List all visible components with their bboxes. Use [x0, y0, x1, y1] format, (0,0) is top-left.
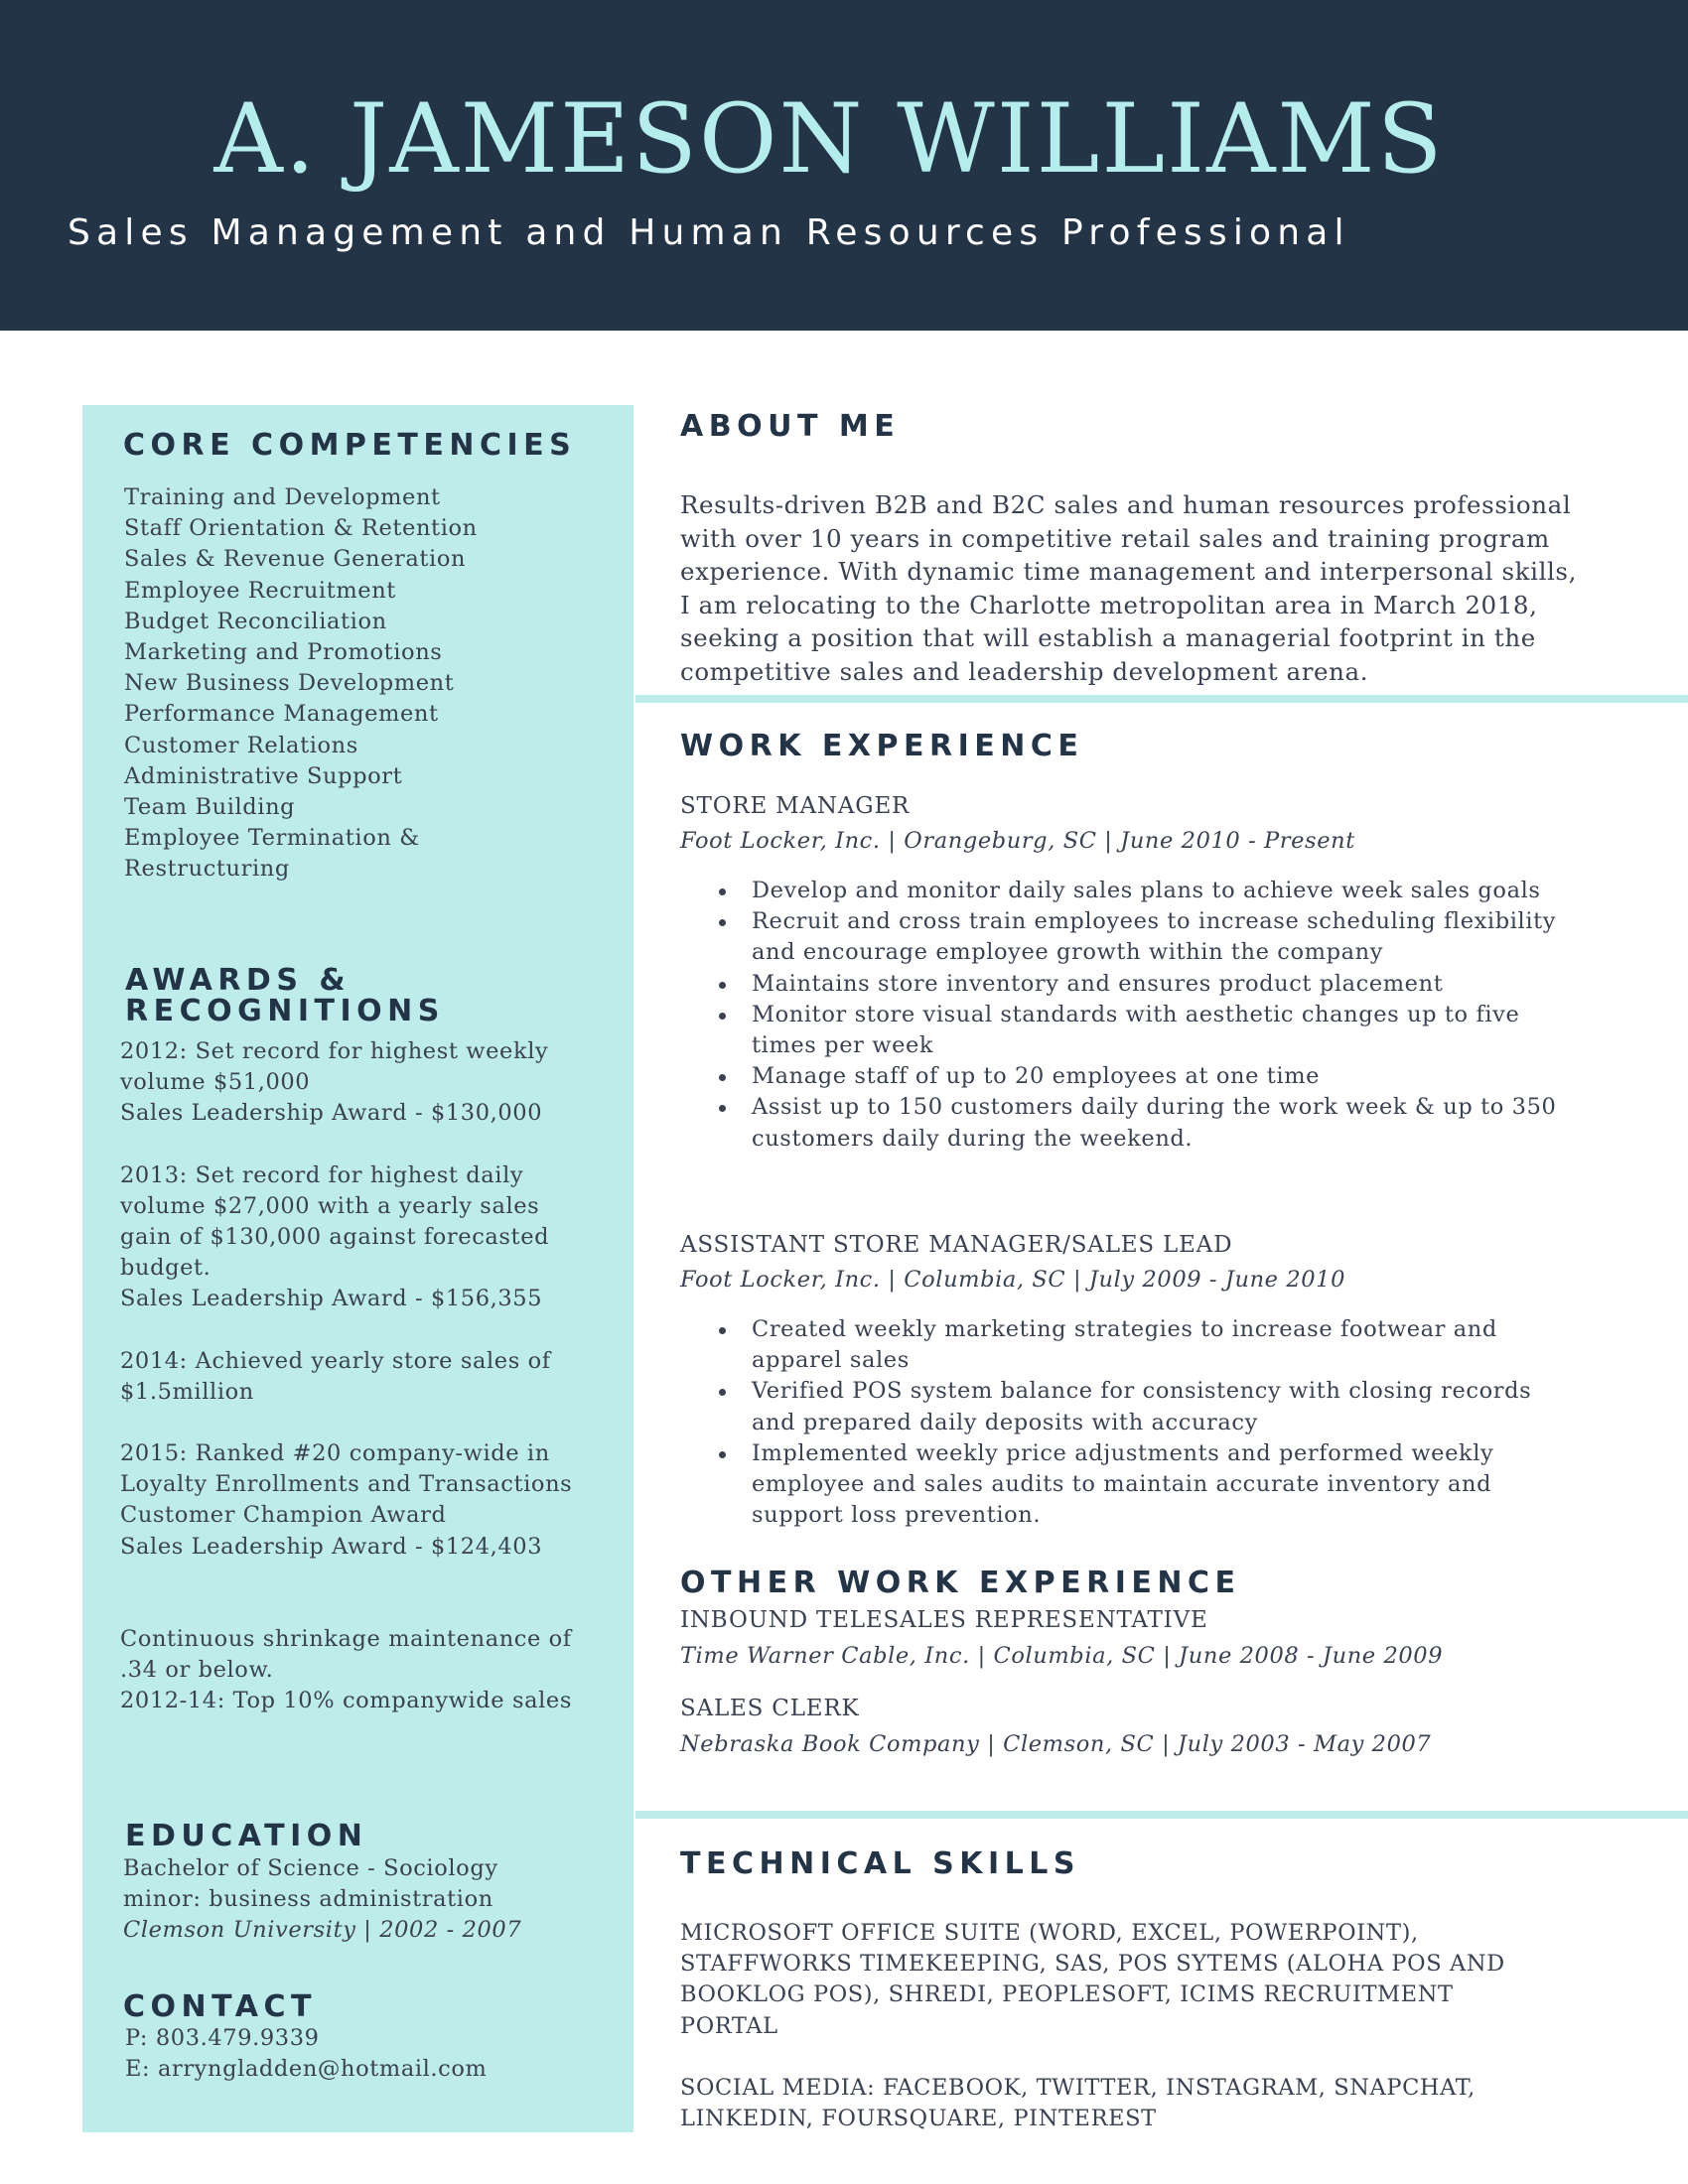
list-item: Manage staff of up to 20 employees at one time	[717, 1061, 1581, 1092]
education-block	[123, 1853, 521, 1947]
about-line: experience. With dynamic time management and interpersonal skills,	[680, 557, 1577, 586]
other-job1-meta: Time Warner Cable, Inc. | Columbia, SC | June 2008 - June 2009	[680, 1643, 1444, 1669]
skills-line: BOOKLOG POS), SHREDI, PEOPLESOFT, ICIMS RECRUITMENT	[680, 1981, 1454, 2008]
other-job1-title: INBOUND TELESALES REPRESENTATIVE	[680, 1607, 1208, 1633]
other-job2-meta: Nebraska Book Company | Clemson, SC | July 2003 - May 2007	[680, 1731, 1432, 1757]
skills-line: STAFFWORKS TIMEKEEPING, SAS, POS SYTEMS (ALOHA POS AND	[680, 1951, 1505, 1978]
award-line: budget.	[120, 1255, 211, 1282]
work-experience-heading: WORK EXPERIENCE	[680, 729, 1084, 763]
awards-heading-line2: RECOGNITIONS	[125, 994, 445, 1028]
award-line: 2015: Ranked #20 company-wide in	[120, 1440, 550, 1467]
social-media-line: SOCIAL MEDIA: FACEBOOK, TWITTER, INSTAGRAM, SNAPCHAT,	[680, 2074, 1476, 2101]
competency-item: New Business Development	[124, 670, 455, 697]
award-line: Sales Leadership Award - $124,403	[120, 1533, 543, 1560]
award-line: Sales Leadership Award - $156,355	[120, 1286, 543, 1312]
contact-phone: P: 803.479.9339	[125, 2025, 320, 2051]
competency-item: Staff Orientation & Retention	[124, 515, 478, 542]
job2-meta: Foot Locker, Inc. | Columbia, SC | July 2009 - June 2010	[680, 1267, 1345, 1293]
award-line: 2013: Set record for highest daily	[120, 1161, 524, 1188]
about-line: with over 10 years in competitive retail sales and training program	[680, 523, 1550, 553]
award-line: Continuous shrinkage maintenance of	[120, 1625, 572, 1652]
list-item: Maintains store inventory and ensures product placement	[717, 969, 1581, 1000]
core-competencies-heading: CORE COMPETENCIES	[123, 428, 577, 463]
award-2013	[120, 1160, 632, 1315]
core-competencies-list	[124, 482, 478, 886]
award-line: $1.5million	[120, 1378, 254, 1405]
award-line: Sales Leadership Award - $130,000	[120, 1100, 543, 1127]
technical-skills-text	[680, 1918, 1505, 2134]
award-extra	[120, 1624, 632, 1717]
award-line: Loyalty Enrollments and Transactions	[120, 1471, 573, 1498]
contact-block	[125, 2023, 487, 2085]
about-text	[680, 488, 1673, 688]
technical-skills-heading: TECHNICAL SKILLS	[680, 1846, 1080, 1881]
section-divider	[635, 1811, 1688, 1819]
award-line: volume $51,000	[120, 1069, 311, 1096]
competency-item: Budget Reconciliation	[124, 608, 387, 634]
list-item: Recruit and cross train employees to increase scheduling flexibility and encourage employee growth within the company	[717, 906, 1581, 968]
award-line: volume $27,000 with a yearly sales	[120, 1192, 540, 1219]
other-work-heading: OTHER WORK EXPERIENCE	[680, 1566, 1241, 1600]
awards-heading-line1: AWARDS &	[125, 963, 352, 998]
competency-item: Sales & Revenue Generation	[124, 546, 467, 573]
candidate-subtitle: Sales Management and Human Resources Professional	[68, 212, 1350, 253]
list-item: Verified POS system balance for consistency with closing records and prepared daily deposits with accuracy	[717, 1376, 1581, 1437]
award-line: .34 or below.	[120, 1657, 274, 1684]
social-media-line: LINKEDIN, FOURSQUARE, PINTEREST	[680, 2106, 1157, 2132]
competency-item: Employee Termination &	[124, 825, 420, 852]
award-2015	[120, 1438, 632, 1563]
education-minor: minor: business administration	[123, 1886, 493, 1913]
about-line: I am relocating to the Charlotte metropolitan area in March 2018,	[680, 590, 1538, 619]
competency-item: Team Building	[124, 794, 296, 821]
job2-title: ASSISTANT STORE MANAGER/SALES LEAD	[680, 1232, 1233, 1258]
competency-item: Performance Management	[124, 701, 439, 728]
skills-line: PORTAL	[680, 2012, 778, 2039]
other-job2-title: SALES CLERK	[680, 1696, 860, 1721]
award-line: gain of $130,000 against forecasted	[120, 1224, 550, 1251]
job1-title: STORE MANAGER	[680, 793, 911, 819]
skills-line: MICROSOFT OFFICE SUITE (WORD, EXCEL, POWERPOINT),	[680, 1920, 1419, 1946]
list-item: Implemented weekly price adjustments and performed weekly employee and sales audits to maintain accurate inventory and support loss prevention.	[717, 1438, 1581, 1532]
list-item: Monitor store visual standards with aesthetic changes up to five times per week	[717, 1000, 1581, 1061]
list-item: Assist up to 150 customers daily during the work week & up to 350 customers daily during the weekend.	[717, 1092, 1581, 1154]
job2-bullets	[717, 1314, 1581, 1531]
job1-bullets	[717, 876, 1581, 1155]
list-item: Created weekly marketing strategies to increase footwear and apparel sales	[717, 1314, 1581, 1376]
about-line: seeking a position that will establish a managerial footprint in the	[680, 623, 1536, 652]
competency-item: Marketing and Promotions	[124, 639, 443, 666]
contact-heading: CONTACT	[123, 1989, 317, 2024]
award-line: 2012-14: Top 10% companywide sales	[120, 1688, 572, 1714]
award-2014	[120, 1346, 632, 1408]
header-banner	[0, 0, 1688, 331]
competency-item: Customer Relations	[124, 732, 358, 758]
awards-list	[120, 1036, 632, 1716]
competency-item: Employee Recruitment	[124, 577, 396, 604]
education-heading: EDUCATION	[125, 1819, 368, 1853]
award-line: 2012: Set record for highest weekly	[120, 1038, 549, 1064]
award-line: Customer Champion Award	[120, 1502, 447, 1529]
section-divider	[635, 695, 1688, 703]
competency-item: Training and Development	[124, 484, 441, 510]
competency-item: Administrative Support	[124, 762, 403, 789]
contact-email: E: arryngladden@hotmail.com	[125, 2056, 488, 2083]
competency-item: Restructuring	[124, 856, 290, 883]
education-degree: Bachelor of Science - Sociology	[123, 1855, 498, 1881]
award-2012	[120, 1036, 632, 1130]
education-school: Clemson University | 2002 - 2007	[123, 1917, 522, 1944]
award-line: 2014: Achieved yearly store sales of	[120, 1347, 551, 1374]
about-line: competitive sales and leadership development arena.	[680, 656, 1369, 686]
about-heading: ABOUT ME	[680, 409, 901, 444]
job1-meta: Foot Locker, Inc. | Orangeburg, SC | June 2010 - Present	[680, 828, 1355, 854]
candidate-name: A. JAMESON WILLIAMS	[213, 83, 1445, 195]
list-item: Develop and monitor daily sales plans to achieve week sales goals	[717, 876, 1581, 906]
about-line: Results-driven B2B and B2C sales and human resources professional	[680, 490, 1572, 519]
